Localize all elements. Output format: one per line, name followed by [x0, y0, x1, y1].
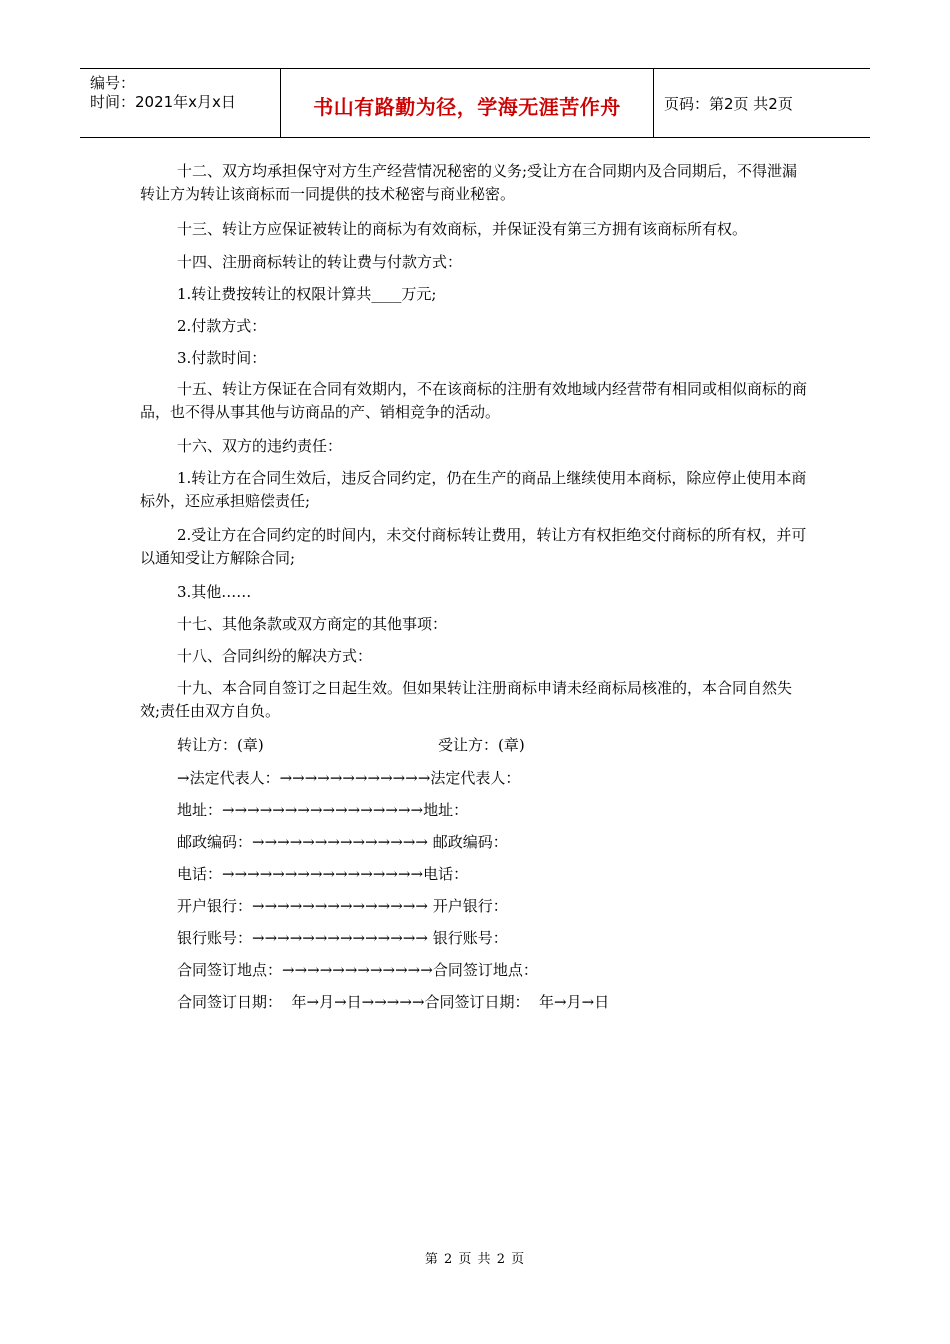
- clause-14-item-3: 3.付款时间：: [177, 349, 267, 367]
- clause-13: 十三、转让方应保证被转让的商标为有效商标，并保证没有第三方拥有该商标所有权。: [177, 220, 748, 238]
- clause-14-item-2: 2.付款方式：: [177, 317, 267, 335]
- clause-18: 十八、合同纠纷的解决方式：: [177, 647, 373, 665]
- header-motto-cell: [281, 69, 654, 137]
- assignee-seal-label: 受让方：(章): [438, 736, 525, 754]
- signature-row-legal-rep: →法定代表人：→→→→→→→→→→→→法定代表人：: [177, 769, 521, 787]
- clause-14: 十四、注册商标转让的转让费与付款方式：: [177, 253, 463, 271]
- clause-16-item-1: 1.转让方在合同生效后，违反合同约定，仍在生产的商品上继续使用本商标，除应停止使用本商标外，还应承担赔偿责任;: [140, 469, 807, 510]
- signature-row-account: 银行账号：→→→→→→→→→→→→→→ 银行账号：: [177, 929, 508, 947]
- serial-number-label: 编号：: [90, 74, 136, 92]
- page-footer: 第 2 页 共 2 页: [424, 1252, 526, 1267]
- signature-seal-row: [177, 735, 525, 755]
- clause-14-item-1: 1.转让费按转让的权限计算共____万元;: [177, 285, 437, 303]
- signature-row-postcode: 邮政编码：→→→→→→→→→→→→→→ 邮政编码：: [177, 833, 508, 851]
- time-label: 时间：2021年x月x日: [90, 93, 236, 111]
- signature-row-phone: 电话：→→→→→→→→→→→→→→→→电话：: [177, 865, 469, 883]
- clause-15: 十五、转让方保证在合同有效期内，不在该商标的注册有效地域内经营带有相同或相似商标的商品，也不得从事其他与访商品的产、销相竞争的活动。: [140, 380, 808, 421]
- header-page-number: 页码：第2页 共2页: [664, 95, 793, 113]
- assignor-seal-label: 转让方：(章): [177, 736, 264, 754]
- clause-16-item-3: 3.其他……: [177, 583, 252, 601]
- clause-19: 十九、本合同自签订之日起生效。但如果转让注册商标申请未经商标局核准的，本合同自然失效;责任由双方自负。: [140, 679, 793, 720]
- signature-row-bank: 开户银行：→→→→→→→→→→→→→→ 开户银行：: [177, 897, 508, 915]
- header-meta-cell: [80, 69, 281, 137]
- header-page-cell: [654, 69, 870, 137]
- clause-16-item-2: 2.受让方在合同约定的时间内，未交付商标转让费用，转让方有权拒绝交付商标的所有权，并可以通知受让方解除合同;: [140, 526, 807, 567]
- header-motto: 书山有路勤为径，学海无涯苦作舟: [313, 95, 621, 119]
- clause-17: 十七、其他条款或双方商定的其他事项：: [177, 615, 448, 633]
- signature-row-address: 地址：→→→→→→→→→→→→→→→→地址：: [177, 801, 469, 819]
- clause-12: 十二、双方均承担保守对方生产经营情况秘密的义务;受让方在合同期内及合同期后，不得泄漏转让方为转让该商标而一同提供的技术秘密与商业秘密。: [140, 162, 798, 203]
- clause-16: 十六、双方的违约责任：: [177, 437, 343, 455]
- signature-row-place: 合同签订地点：→→→→→→→→→→→→合同签订地点：: [177, 961, 538, 979]
- page-header: [80, 68, 870, 138]
- signature-row-date: 合同签订日期： 年→月→日→→→→→合同签订日期： 年→月→日: [177, 993, 610, 1011]
